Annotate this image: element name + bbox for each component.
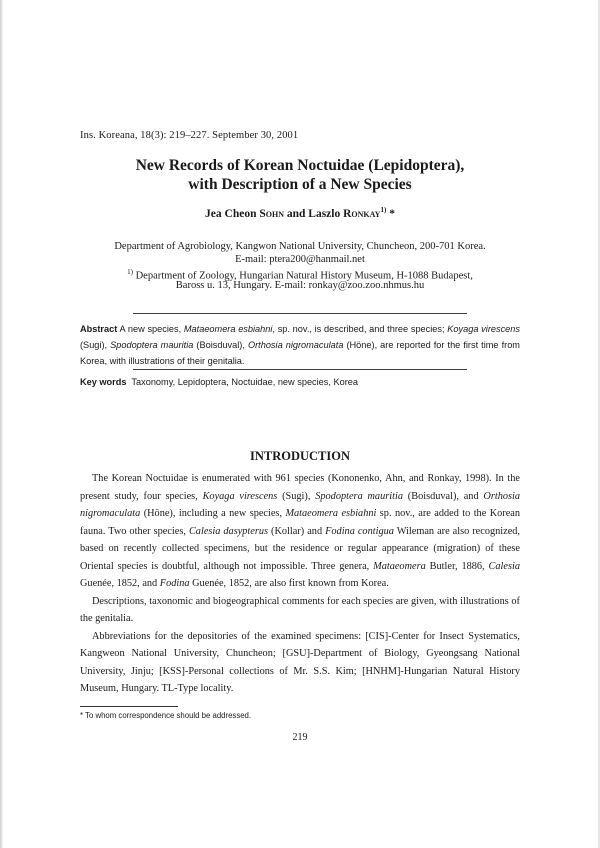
section-heading: INTRODUCTION xyxy=(249,449,350,463)
species-name: Mataeomera esbiahni xyxy=(285,508,377,519)
keywords xyxy=(80,377,520,387)
species-name: Spodoptera mauritia xyxy=(110,340,194,350)
paragraph: Abbreviations for the depositories of the examined specimens: [CIS]-Center for Insect Systematics, Kangweon National University, Chuncheon; [GSU]-Department of Biology, Gyeongsang National University, Jinju; [KSS]-Personal collections of Mr. S.S. Kim; [HNHM]-Hungarian Natural History Museum, Hungary. TL-Type locality. xyxy=(80,630,520,694)
abstract-text: , sp. nov., is described, and three species; xyxy=(272,324,445,334)
genus-name: Fodina xyxy=(159,578,190,589)
paragraph xyxy=(80,470,520,593)
species-name: Orthosia nigromaculata xyxy=(80,490,521,519)
keywords-text: Taxonomy, Lepidoptera, Noctuidae, new species, Korea xyxy=(131,377,359,387)
author-2-first: Laszlo xyxy=(308,207,341,220)
species-name: Mataeomera esbiahni xyxy=(183,324,273,334)
page-number: 219 xyxy=(292,732,308,743)
species-name: Spodoptera mauritia xyxy=(315,490,403,502)
corresponding-author-mark: * xyxy=(389,207,395,220)
page-edge-shadow xyxy=(0,0,3,848)
abstract-text: (Boisduval), xyxy=(196,340,245,350)
paragraph-text: The Korean Noctuidae is enumerated with 961 species (Kononenko, Ahn, and Ronkay, 1998). In the present study, four species, xyxy=(80,473,520,502)
abstract-label: Abstract xyxy=(80,324,118,334)
species-name: Koyaga virescens xyxy=(447,324,520,334)
author-1-first: Jea Cheon xyxy=(205,207,257,220)
abstract-bottom-rule xyxy=(133,369,467,370)
author-2-affil-mark: 1) xyxy=(380,206,387,214)
author-and: and xyxy=(286,207,306,220)
affiliation-2-mark: 1) xyxy=(127,268,133,276)
abstract-text: A new species, xyxy=(119,324,182,334)
affiliation-1: Department of Agrobiology, Kangwon National University, Chuncheon, 200-701 Korea. xyxy=(114,241,486,252)
paragraph-text: Wileman are also recognized, based on recently collected specimens, but the residence or regular appearance (migration) of these Oriental species is doubtful, although not impossible. Three genera, xyxy=(80,525,520,572)
species-name: Orthosia nigromaculata xyxy=(247,340,344,350)
abstract xyxy=(80,321,520,369)
paragraph: Descriptions, taxonomic and biogeographical comments for each species are given, with illustrations of the genitalia. xyxy=(80,595,520,624)
paragraph-text: (Boisduval), and xyxy=(407,490,479,502)
author-line xyxy=(0,206,600,220)
introduction-body xyxy=(80,470,520,698)
genus-name: Mataeomera xyxy=(373,560,426,572)
affiliation-1-email: E-mail: ptera200@hanmail.net xyxy=(235,254,365,265)
species-name: Calesia dasypterus xyxy=(188,525,269,537)
abstract-text: (Sugi), xyxy=(80,340,108,350)
footnote-rule xyxy=(80,706,178,707)
affiliation-2-text: Department of Zoology, Hungarian Natural History Museum, H-1088 Budapest, xyxy=(135,270,473,282)
abstract-text: (Höne), are reported for the first time from Korea, with illustrations of their genitalia. xyxy=(80,340,520,366)
paragraph-text: (Höne), including a new species, xyxy=(143,508,283,519)
affiliation-2-address: Baross u. 13, Hungary. E-mail: ronkay@zoo.zoo.nhmus.hu xyxy=(175,280,425,291)
paragraph-text: sp. nov., are added to the Korean fauna. Two other species, xyxy=(80,508,520,537)
paragraph-text: Butler, 1886, xyxy=(429,560,485,572)
paragraph-text: (Kollar) and xyxy=(271,525,323,537)
paragraph-text: Guenée, 1852, are also first known from Korea. xyxy=(192,578,389,589)
title-line-1: New Records of Korean Noctuidae (Lepidoptera), xyxy=(135,157,465,174)
journal-citation: Ins. Koreana, 18(3): 219–227. September 30, 2001 xyxy=(80,130,299,141)
paragraph-text: Guenée, 1852, and xyxy=(80,578,158,589)
title-line-2: with Description of a New Species xyxy=(188,176,412,193)
author-2-last: Ronkay xyxy=(343,207,381,220)
footnote: * To whom correspondence should be addressed. xyxy=(80,711,252,720)
author-1-last: Sohn xyxy=(259,207,284,220)
keywords-label: Key words xyxy=(80,377,127,387)
abstract-top-rule xyxy=(133,313,467,314)
genus-name: Calesia xyxy=(488,560,520,572)
paper-title xyxy=(0,156,600,194)
species-name: Koyaga virescens xyxy=(202,490,278,502)
paragraph-text: (Sugi), xyxy=(282,490,311,502)
species-name: Fodina contigua xyxy=(325,525,394,537)
